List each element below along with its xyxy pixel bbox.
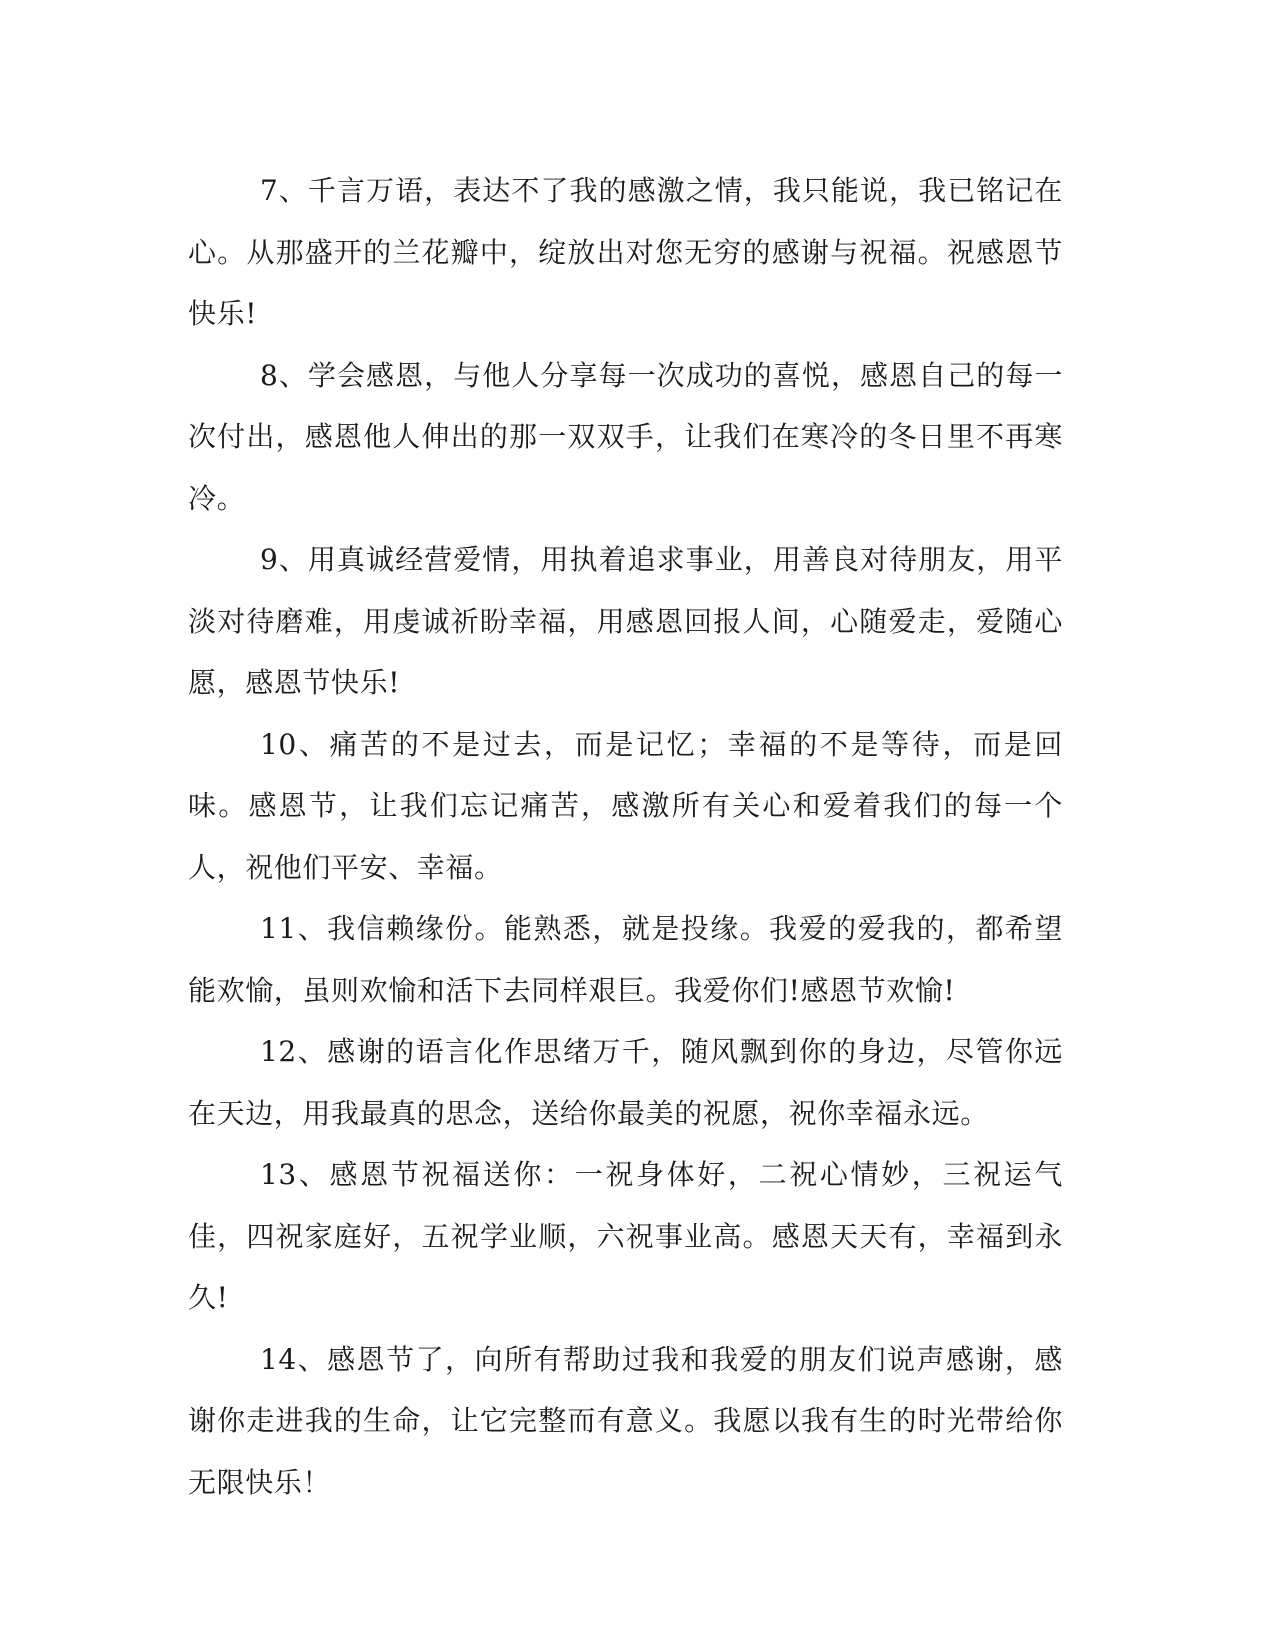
paragraph-10: 10、痛苦的不是过去，而是记忆；幸福的不是等待，而是回味。感恩节，让我们忘记痛苦，感激所有关心和爱着我们的每一个人，祝他们平安、幸福。 xyxy=(188,727,1063,884)
paragraph-7: 7、千言万语，表达不了我的感激之情，我只能说，我已铭记在心。从那盛开的兰花瓣中，绽放出对您无穷的感谢与祝福。祝感恩节快乐! xyxy=(188,174,1063,330)
paragraph-8: 8、学会感恩，与他人分享每一次成功的喜悦，感恩自己的每一次付出，感恩他人伸出的那一双双手，让我们在寒冷的冬日里不再寒冷。 xyxy=(188,358,1063,515)
paragraph-13: 13、感恩节祝福送你：一祝身体好，二祝心情妙，三祝运气佳，四祝家庭好，五祝学业顺，六祝事业高。感恩天天有，幸福到永久! xyxy=(188,1158,1063,1314)
document-body xyxy=(188,160,1063,1513)
paragraph-12: 12、感谢的语言化作思绪万千，随风飘到你的身边，尽管你远在天边，用我最真的思念，送给你最美的祝愿，祝你幸福永远。 xyxy=(188,1035,1063,1130)
paragraph-14: 14、感恩节了，向所有帮助过我和我爱的朋友们说声感谢，感谢你走进我的生命，让它完整而有意义。我愿以我有生的时光带给你无限快乐！ xyxy=(188,1342,1063,1499)
paragraph-11: 11、我信赖缘份。能熟悉，就是投缘。我爱的爱我的，都希望能欢愉，虽则欢愉和活下去同样艰巨。我爱你们!感恩节欢愉! xyxy=(188,912,1063,1007)
paragraph-9: 9、用真诚经营爱情，用执着追求事业，用善良对待朋友，用平淡对待磨难，用虔诚祈盼幸福，用感恩回报人间，心随爱走，爱随心愿，感恩节快乐! xyxy=(188,543,1063,699)
